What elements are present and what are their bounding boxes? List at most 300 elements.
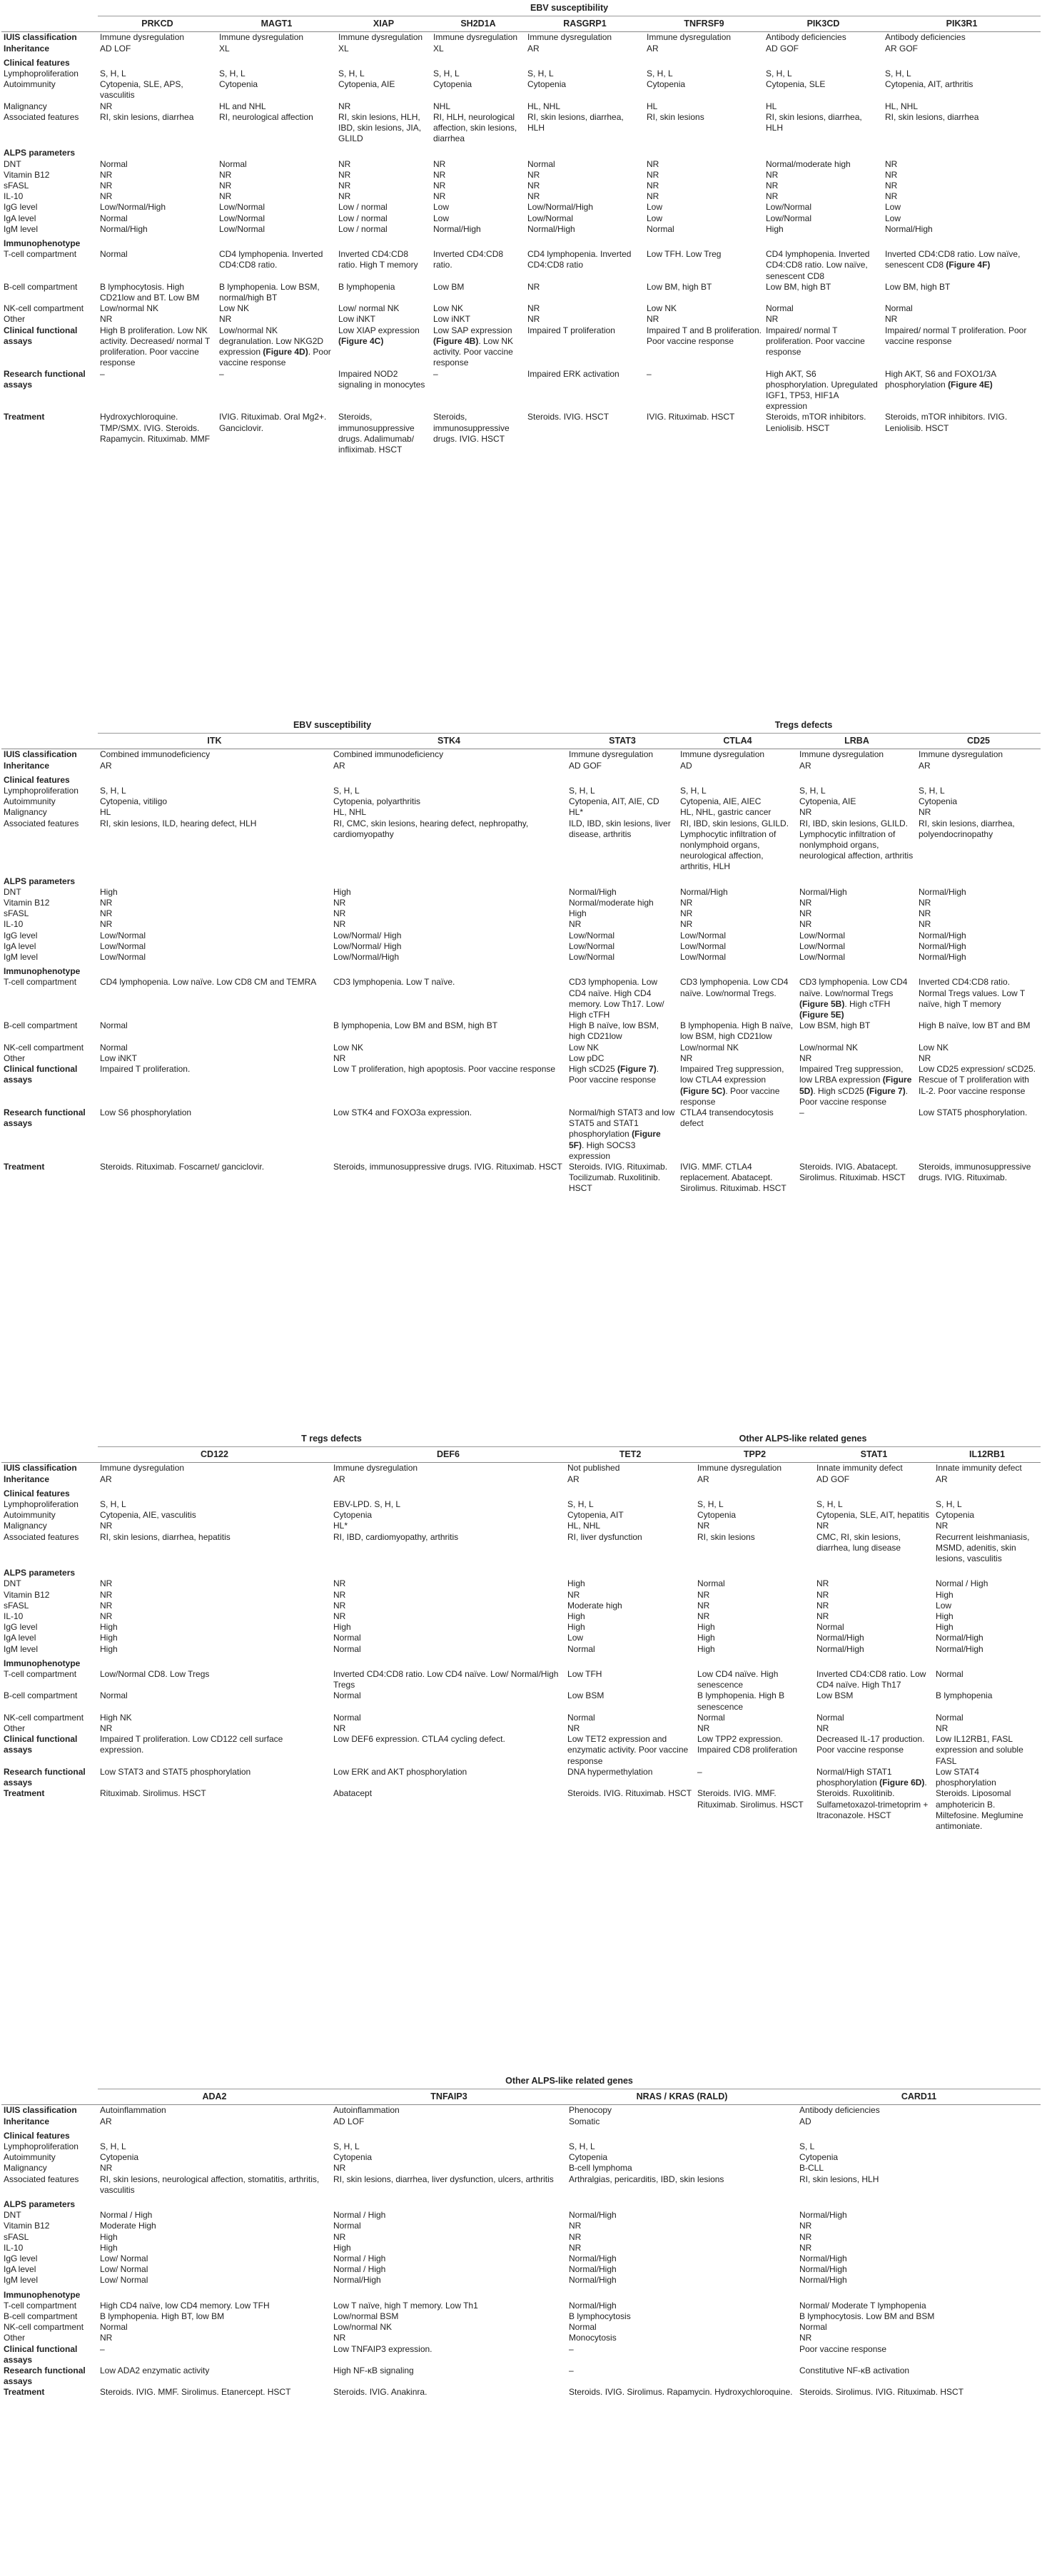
cell: NR bbox=[569, 919, 582, 930]
cell: Immune dysregulation bbox=[219, 32, 304, 43]
table-row bbox=[1, 412, 1041, 455]
cell: High NK bbox=[100, 1712, 132, 1723]
cell: Low S6 phosphorylation bbox=[100, 1107, 192, 1117]
cell: Poor vaccine response bbox=[799, 2343, 887, 2354]
cell: Cytopenia, AIE bbox=[799, 796, 856, 807]
cell: CD4 lymphopenia. Inverted CD4:CD8 ratio. Low naïve, senescent CD8 bbox=[766, 249, 870, 281]
row-label-inheritance: Inheritance bbox=[4, 760, 50, 771]
cell: Abatacept bbox=[333, 1788, 373, 1799]
cell: Steroids. IVIG. MMF. Rituximab. Sirolimus. HSCT bbox=[697, 1788, 804, 1810]
cell: Normal / High bbox=[333, 2264, 386, 2275]
row-label-immunophenotype: Immunophenotype bbox=[4, 1658, 81, 1668]
cell: NR bbox=[338, 158, 351, 169]
cell: Low/ Normal bbox=[100, 2264, 148, 2275]
cell: Decreased IL-17 production. Poor vaccine response bbox=[816, 1734, 925, 1755]
row-label-igm-level: IgM level bbox=[4, 1643, 39, 1654]
cell: Steroids. Sirolimus. IVIG. Rituximab. HSCT bbox=[799, 2387, 964, 2398]
cell: Low/Normal/High bbox=[100, 202, 166, 213]
cell: NR bbox=[885, 181, 898, 191]
cell: High bbox=[697, 1633, 715, 1643]
cell: S, H, L bbox=[799, 786, 826, 796]
cell: AR bbox=[527, 43, 540, 54]
table-row bbox=[1, 1669, 1041, 1690]
cell: Low STAT5 phosphorylation. bbox=[919, 1107, 1028, 1117]
cell: AR bbox=[100, 1474, 112, 1484]
row-label-associated-features: Associated features bbox=[4, 2174, 79, 2184]
table-row bbox=[1, 224, 1041, 235]
cell: High CD4 naïve, low CD4 memory. Low TFH bbox=[100, 2300, 270, 2311]
group-header-ebv-susceptibility: EBV susceptibility bbox=[98, 0, 1041, 16]
group-header-blank bbox=[1, 717, 98, 734]
table-row bbox=[1, 202, 1041, 213]
cell: Cytopenia, vitiligo bbox=[100, 796, 168, 807]
cell: NR bbox=[333, 2231, 346, 2242]
cell: B lymphopenia. High B naïve, low BSM, high CD21low bbox=[680, 1020, 794, 1042]
cell-text: Normal/high STAT3 and low STAT5 and STAT1 phosphorylation bbox=[569, 1107, 675, 1140]
table-row bbox=[1, 144, 1041, 158]
cell-text: Low/normal NK degranulation. Low NKG2D expression bbox=[219, 325, 324, 358]
cell: Immune dysregulation bbox=[333, 1463, 418, 1474]
cell: RI, CMC, skin lesions, hearing defect, nephropathy, cardiomyopathy bbox=[333, 818, 529, 839]
cell: Impaired/ normal T proliferation. Poor vaccine response bbox=[885, 325, 1027, 346]
cell: NR bbox=[527, 314, 540, 325]
cell-text: . Poor vaccine response bbox=[680, 1085, 780, 1107]
cell: NR bbox=[100, 169, 113, 180]
figure-ref: (Figure 5D) bbox=[799, 1075, 912, 1096]
cell: NR bbox=[338, 169, 351, 180]
figure-ref: (Figure 5F) bbox=[569, 1129, 661, 1150]
row-label-inheritance: Inheritance bbox=[4, 1474, 50, 1484]
table-row bbox=[1, 369, 1041, 412]
cell: Immune dysregulation bbox=[433, 32, 518, 43]
cell: Low/Normal bbox=[219, 202, 265, 213]
figure-ref: (Figure 4D) bbox=[263, 347, 308, 358]
cell: S, H, L bbox=[647, 69, 673, 79]
cell: Low TNFAIP3 expression. bbox=[333, 2343, 433, 2354]
cell: High bbox=[567, 1578, 585, 1589]
group-header-t-regs-defects: T regs defects bbox=[98, 1431, 565, 1447]
cell: HL and NHL bbox=[219, 101, 266, 111]
group-header-row bbox=[1, 0, 1041, 16]
row-label-clinical-functional-assays: Clinical functional assays bbox=[4, 1064, 78, 1085]
cell bbox=[217, 325, 336, 369]
cell: Low bbox=[936, 1600, 952, 1611]
table-row bbox=[1, 2387, 1041, 2398]
row-label-other: Other bbox=[4, 1053, 26, 1063]
row-label-iga-level: IgA level bbox=[4, 213, 36, 223]
cell-text: Low XIAP expression bbox=[338, 325, 420, 335]
table-row bbox=[1, 181, 1041, 191]
row-label-il-10: IL-10 bbox=[4, 2242, 24, 2253]
cell: Cytopenia, AIT bbox=[567, 1510, 624, 1521]
gene-header-xiap: XIAP bbox=[336, 16, 431, 32]
cell: Low iNKT bbox=[338, 314, 376, 325]
row-label-sfasl: sFASL bbox=[4, 181, 29, 191]
cell: Low NK bbox=[219, 303, 250, 314]
cell: Low BM, high BT bbox=[885, 281, 951, 292]
cell: RI, neurological affection bbox=[219, 111, 313, 122]
cell: Phenocopy bbox=[569, 2105, 612, 2116]
table-row bbox=[1, 213, 1041, 224]
cell: Low STAT3 and STAT5 phosphorylation bbox=[100, 1766, 251, 1777]
cell: Low/Normal bbox=[219, 213, 265, 223]
cell: High bbox=[100, 2231, 118, 2242]
cell bbox=[678, 1064, 797, 1107]
table-row bbox=[1, 2116, 1041, 2127]
cell: S, H, L bbox=[919, 786, 945, 796]
cell: Cytopenia bbox=[527, 79, 567, 90]
cell: B lymphocytosis bbox=[569, 2311, 631, 2322]
cell: High bbox=[100, 1633, 118, 1643]
row-label-clinical-features: Clinical features bbox=[4, 2130, 70, 2141]
cell: Normal bbox=[100, 1042, 128, 1053]
cell: Steroids. Liposomal amphotericin B. Miltefosine. Meglumine antimoniate. bbox=[936, 1788, 1023, 1831]
gene-header-itk: ITK bbox=[98, 734, 331, 749]
cell: Low/Normal bbox=[219, 223, 265, 234]
cell: High bbox=[100, 2242, 118, 2253]
cell: B lymphopenia bbox=[936, 1690, 993, 1701]
cell: AD GOF bbox=[816, 1474, 850, 1484]
cell: Steroids, immunosuppressive drugs. IVIG. Rituximab. HSCT bbox=[333, 1161, 562, 1172]
cell: HL, NHL bbox=[567, 1521, 601, 1531]
gene-header-tnfrsf9: TNFRSF9 bbox=[644, 16, 764, 32]
cell: Cytopenia, SLE, APS, vasculitis bbox=[100, 79, 183, 101]
cell: Normal bbox=[697, 1712, 725, 1723]
cell: Normal/High bbox=[816, 1633, 864, 1643]
cell: Low/Normal CD8. Low Tregs bbox=[100, 1669, 210, 1680]
cell: Normal/High bbox=[799, 886, 847, 897]
cell: Constitutive NF-κB activation bbox=[799, 2365, 910, 2376]
row-label-immunophenotype: Immunophenotype bbox=[4, 238, 81, 249]
table-row bbox=[1, 2221, 1041, 2231]
cell: Normal bbox=[100, 249, 128, 260]
cell: AD LOF bbox=[100, 43, 131, 54]
row-label-t-cell-compartment: T-cell compartment bbox=[4, 1669, 77, 1680]
table-row bbox=[1, 786, 1041, 796]
figure-ref: (Figure 5C) bbox=[680, 1085, 726, 1096]
row-label-sfasl: sFASL bbox=[4, 2231, 29, 2242]
cell: High bbox=[697, 1622, 715, 1633]
row-label-igm-level: IgM level bbox=[4, 2275, 39, 2286]
cell: Normal/High bbox=[100, 223, 148, 234]
cell: NR bbox=[885, 169, 898, 180]
cell: Low/Normal bbox=[680, 940, 727, 951]
cell: Immune dysregulation bbox=[680, 749, 765, 760]
row-label-alps-parameters: ALPS parameters bbox=[4, 148, 76, 158]
cell: Normal bbox=[219, 158, 247, 169]
cell: Low/Normal bbox=[100, 940, 146, 951]
cell: Low/Normal bbox=[100, 952, 146, 963]
cell: CTLA4 transendocytosis defect bbox=[680, 1107, 774, 1129]
cell: S, H, L bbox=[100, 1499, 126, 1510]
cell-text: High AKT, S6 and FOXO1/3A phosphorylation bbox=[885, 368, 996, 390]
cell: RI, skin lesions bbox=[697, 1531, 755, 1542]
table-row bbox=[1, 952, 1041, 963]
cell: XL bbox=[338, 43, 349, 54]
header-blank bbox=[1, 1447, 98, 1463]
cell: Low TFH. Low Treg bbox=[647, 249, 722, 260]
cell: NR bbox=[333, 1600, 346, 1611]
table-row bbox=[1, 761, 1041, 771]
cell: Inverted CD4:CD8 ratio. Low CD4 naïve. Low/ Normal/High Tregs bbox=[333, 1669, 559, 1690]
cell bbox=[883, 369, 1041, 412]
cell: HL bbox=[647, 101, 658, 111]
table-row bbox=[1, 69, 1041, 79]
cell: Cytopenia bbox=[799, 2152, 839, 2163]
cell: IVIG. MMF. CTLA4 replacement. Abatacept. Sirolimus. Rituximab. HSCT bbox=[680, 1161, 786, 1194]
figure-ref: (Figure 4E) bbox=[948, 379, 993, 390]
cell: NR bbox=[647, 191, 659, 202]
gene-header-row bbox=[1, 1447, 1041, 1463]
cell: CD3 lymphopenia. Low CD4 naïve. High CD4 memory. Low Th17. Low/ High cTFH bbox=[569, 977, 664, 1020]
table-row bbox=[1, 1499, 1041, 1510]
table-row bbox=[1, 32, 1041, 44]
gene-table-4 bbox=[1, 2073, 1041, 2398]
cell-text: . Low NK activity. Poor vaccine response bbox=[433, 335, 514, 368]
cell: Normal bbox=[569, 2322, 597, 2333]
cell: Low ADA2 enzymatic activity bbox=[100, 2365, 210, 2376]
cell: Normal/High bbox=[527, 223, 575, 234]
cell: XL bbox=[433, 43, 444, 54]
cell: Normal/High bbox=[936, 1633, 983, 1643]
cell: CD4 lymphopenia. Inverted CD4:CD8 ratio. bbox=[219, 249, 323, 270]
cell-text: CD3 lymphopenia. Low CD4 naïve. Low/normal Tregs bbox=[799, 977, 908, 998]
row-label-igg-level: IgG level bbox=[4, 202, 38, 213]
row-label-lymphoproliferation: Lymphoproliferation bbox=[4, 2141, 79, 2152]
cell: Low/Normal/ High bbox=[333, 930, 402, 940]
cell: NR bbox=[333, 1589, 346, 1600]
cell: AD bbox=[799, 2116, 811, 2126]
cell: NR bbox=[100, 1611, 113, 1622]
table-row bbox=[1, 1644, 1041, 1655]
gene-header-magt1: MAGT1 bbox=[217, 16, 336, 32]
cell: NR bbox=[647, 169, 659, 180]
cell: Normal / High bbox=[100, 2210, 153, 2221]
cell: Low pDC bbox=[569, 1053, 605, 1063]
cell: Normal / High bbox=[333, 2253, 386, 2264]
cell: NR bbox=[567, 1723, 580, 1734]
table-row bbox=[1, 44, 1041, 54]
cell: NR bbox=[527, 169, 540, 180]
header-blank bbox=[1, 16, 98, 32]
cell: Hydroxychloroquine. TMP/SMX. IVIG. Steroids. Rapamycin. Rituximab. MMF bbox=[100, 412, 211, 444]
cell: NR bbox=[816, 1611, 829, 1622]
cell: HL, NHL, gastric cancer bbox=[680, 807, 772, 818]
cell: Low BSM bbox=[816, 1690, 854, 1701]
cell: Normal / High bbox=[936, 1578, 988, 1589]
cell: B lymphocytosis. Low BM and BSM bbox=[799, 2311, 935, 2322]
group-header-row bbox=[1, 1431, 1041, 1447]
table-row bbox=[1, 1510, 1041, 1521]
cell: High bbox=[333, 1622, 351, 1633]
cell: CD4 lymphopenia. Low naïve. Low CD8 CM and TEMRA bbox=[100, 977, 317, 988]
row-label-dnt: DNT bbox=[4, 886, 21, 897]
table-row bbox=[1, 1532, 1041, 1565]
cell: Normal bbox=[527, 158, 555, 169]
row-label-other: Other bbox=[4, 2333, 26, 2343]
table-row bbox=[1, 159, 1041, 170]
cell: High NF-κB signaling bbox=[333, 2365, 414, 2376]
cell: Low / normal bbox=[338, 202, 388, 213]
gene-header-pik3cd: PIK3CD bbox=[764, 16, 883, 32]
cell: Steroids. IVIG. Abatacept. Sirolimus. Rituximab. HSCT bbox=[799, 1161, 906, 1183]
cell: AR bbox=[333, 760, 345, 771]
cell: High bbox=[766, 223, 784, 234]
cell: NR bbox=[100, 1600, 113, 1611]
cell: Normal / High bbox=[333, 2210, 386, 2221]
cell bbox=[567, 1064, 678, 1107]
cell: Normal/High bbox=[569, 2300, 617, 2311]
row-label-b-cell-compartment: B-cell compartment bbox=[4, 281, 78, 292]
cell: Normal bbox=[100, 1690, 128, 1701]
cell: NR bbox=[919, 898, 931, 908]
cell: NR bbox=[338, 101, 351, 111]
gene-header-cd25: CD25 bbox=[916, 734, 1041, 749]
cell: S, H, L bbox=[100, 786, 126, 796]
cell: NR bbox=[885, 158, 898, 169]
table-row bbox=[1, 282, 1041, 303]
cell: Low NK bbox=[433, 303, 464, 314]
table-row bbox=[1, 930, 1041, 941]
cell: Immune dysregulation bbox=[799, 749, 884, 760]
cell: S, H, L bbox=[680, 786, 707, 796]
cell: NR bbox=[100, 919, 113, 930]
table-row bbox=[1, 1043, 1041, 1053]
cell: Normal bbox=[567, 1712, 595, 1723]
table-row bbox=[1, 807, 1041, 818]
cell: NR bbox=[680, 919, 693, 930]
cell: NR bbox=[697, 1723, 710, 1734]
table-row bbox=[1, 1767, 1041, 1788]
cell: S, H, L bbox=[569, 786, 595, 796]
table-row bbox=[1, 1107, 1041, 1162]
group-header-row bbox=[1, 2073, 1041, 2089]
cell: B lymphocytosis. High CD21low and BT. Low BM bbox=[100, 281, 200, 303]
table-row bbox=[1, 2127, 1041, 2141]
row-label-dnt: DNT bbox=[4, 2210, 21, 2221]
cell: NR bbox=[100, 1521, 113, 1531]
cell: Inverted CD4:CD8 ratio. bbox=[433, 249, 504, 270]
cell: Combined immunodeficiency bbox=[100, 749, 211, 760]
cell: RI, skin lesions, diarrhea, hepatitis bbox=[100, 1531, 231, 1542]
cell: Cytopenia bbox=[333, 1510, 373, 1521]
cell: Normal/High bbox=[919, 940, 966, 951]
table-row bbox=[1, 1734, 1041, 1767]
cell-text: . High SOCS3 expression bbox=[569, 1140, 636, 1161]
cell: NR bbox=[799, 2231, 812, 2242]
cell: Low bbox=[885, 213, 901, 223]
cell: Steroids. Ruxolitinib. Sulfametoxazol-trimetoprim + Itraconazole. HSCT bbox=[816, 1788, 929, 1820]
header-blank bbox=[1, 734, 98, 749]
cell: AR bbox=[799, 760, 811, 771]
cell: S, H, L bbox=[333, 786, 360, 796]
table-row bbox=[1, 1485, 1041, 1499]
cell: RI, IBD, cardiomyopathy, arthritis bbox=[333, 1531, 459, 1542]
cell: Low BSM, high BT bbox=[799, 1020, 871, 1031]
figure-ref: (Figure 4F) bbox=[946, 260, 991, 270]
cell: NR bbox=[697, 1521, 710, 1531]
cell: Low/Normal bbox=[569, 930, 615, 940]
cell: AR GOF bbox=[885, 43, 919, 54]
gene-header-lrba: LRBA bbox=[797, 734, 916, 749]
cell: Normal/High bbox=[799, 2264, 847, 2275]
cell: NR bbox=[100, 898, 113, 908]
row-label-lymphoproliferation: Lymphoproliferation bbox=[4, 786, 79, 796]
gene-header-stk4: STK4 bbox=[331, 734, 567, 749]
cell: AD bbox=[680, 760, 692, 771]
gene-header-prkcd: PRKCD bbox=[98, 16, 217, 32]
cell: Cytopenia bbox=[333, 2152, 373, 2163]
cell: Steroids, mTOR inhibitors. IVIG. Leniolisib. HSCT bbox=[885, 412, 1008, 433]
cell: S, H, L bbox=[100, 69, 126, 79]
cell: Low ERK and AKT phosphorylation bbox=[333, 1766, 467, 1777]
table-row bbox=[1, 2174, 1041, 2196]
cell: Cytopenia bbox=[919, 796, 958, 807]
row-label-lymphoproliferation: Lymphoproliferation bbox=[4, 1499, 79, 1510]
cell: NR bbox=[219, 181, 232, 191]
row-label-il-10: IL-10 bbox=[4, 1611, 24, 1622]
cell: DNA hypermethylation bbox=[567, 1766, 653, 1777]
cell: Normal bbox=[567, 1643, 595, 1654]
cell: High bbox=[100, 1643, 118, 1654]
row-label-t-cell-compartment: T-cell compartment bbox=[4, 249, 77, 260]
cell: Low bbox=[433, 213, 450, 223]
row-label-vitamin-b12: Vitamin B12 bbox=[4, 2221, 50, 2231]
table-row bbox=[1, 873, 1041, 887]
cell: Immune dysregulation bbox=[338, 32, 423, 43]
cell: Normal/High bbox=[816, 1643, 864, 1654]
cell: Impaired T and B proliferation. Poor vaccine response bbox=[647, 325, 762, 346]
cell: – bbox=[647, 368, 652, 379]
cell: NR bbox=[766, 169, 779, 180]
cell: Low / normal bbox=[338, 223, 388, 234]
cell: NR bbox=[333, 2163, 346, 2174]
row-label-autoimmunity: Autoimmunity bbox=[4, 796, 56, 807]
cell bbox=[797, 1064, 916, 1107]
header-blank bbox=[1, 2089, 98, 2105]
cell: NR bbox=[799, 898, 812, 908]
cell: High bbox=[697, 1643, 715, 1654]
cell-text: Inverted CD4:CD8 ratio. Low naïve, senescent CD8 bbox=[885, 249, 1021, 270]
gene-header-row bbox=[1, 2089, 1041, 2105]
cell: Normal bbox=[100, 1020, 128, 1031]
cell: NR bbox=[333, 1723, 346, 1734]
cell: RI, skin lesions, HLH, IBD, skin lesions, JIA, GLILD bbox=[338, 111, 422, 144]
cell: Cytopenia bbox=[647, 79, 686, 90]
cell: NR bbox=[799, 2242, 812, 2253]
cell: AR bbox=[333, 1474, 345, 1484]
cell: Low/normal NK bbox=[100, 303, 159, 314]
cell: Steroids. IVIG. Anakinra. bbox=[333, 2387, 428, 2398]
cell: NR bbox=[680, 1053, 693, 1063]
cell: RI, skin lesions, diarrhea, polyendocrinopathy bbox=[919, 818, 1015, 839]
table-row bbox=[1, 1162, 1041, 1195]
cell-text: . Poor vaccine response bbox=[569, 1064, 659, 1085]
cell: NR bbox=[433, 169, 446, 180]
cell: Steroids, immunosuppressive drugs. Adalimumab/ infliximab. HSCT bbox=[338, 412, 415, 455]
row-label-clinical-functional-assays: Clinical functional assays bbox=[4, 2343, 78, 2365]
cell: HL* bbox=[333, 1521, 348, 1531]
row-label-treatment: Treatment bbox=[4, 412, 45, 422]
table-row bbox=[1, 963, 1041, 977]
table-row bbox=[1, 2196, 1041, 2210]
cell: NR bbox=[333, 1053, 346, 1063]
cell: NR bbox=[100, 908, 113, 919]
cell: Normal bbox=[100, 2322, 128, 2333]
cell bbox=[567, 1107, 678, 1162]
cell: Low NK bbox=[333, 1042, 364, 1053]
row-label-igg-level: IgG level bbox=[4, 2253, 38, 2264]
